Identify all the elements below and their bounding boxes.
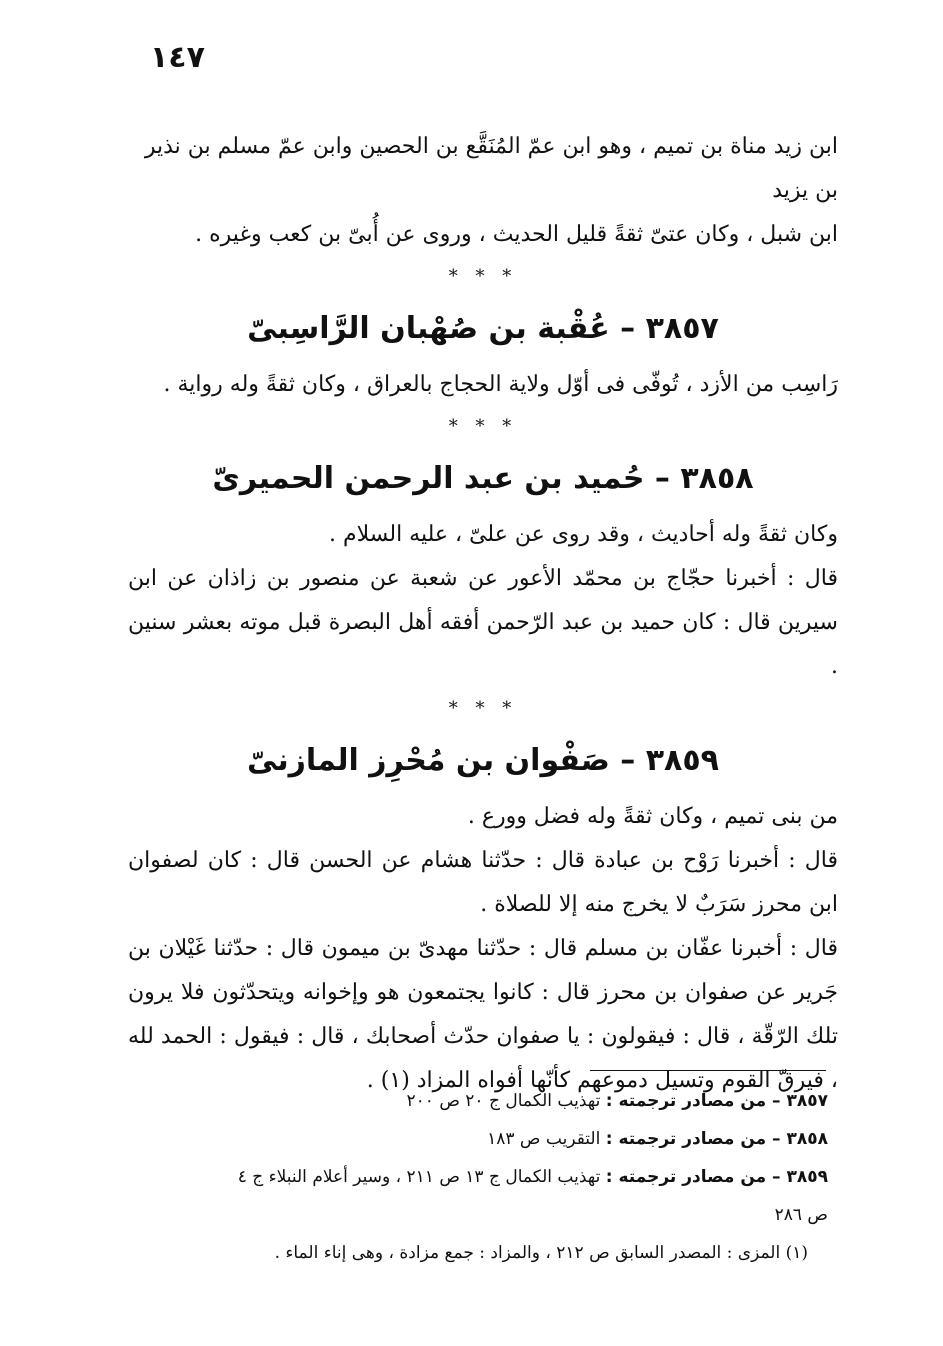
footnote-label: ٣٨٥٩ – من مصادر ترجمته : bbox=[605, 1167, 828, 1187]
section-separator: * * * bbox=[448, 698, 518, 719]
main-text bbox=[128, 125, 838, 1103]
entry-title-3857: ٣٨٥٧ – عُقْبة بن صُهْبان الرَّاسِبىّ bbox=[247, 311, 719, 346]
footnote-note: (١) المزى : المصدر السابق ص ٢١٢ ، والمزاد : جمع مزادة ، وهى إناء الماء . bbox=[274, 1243, 808, 1263]
entry-title-3859: ٣٨٥٩ – صَفْوان بن مُحْرِز المازنىّ bbox=[247, 743, 719, 778]
footnotes bbox=[128, 1082, 828, 1272]
entry-paragraph: وكان ثقةً وله أحاديث ، وقد روى عن علىّ ، عليه السلام . bbox=[329, 522, 838, 547]
intro-line: ابن شبل ، وكان عتىّ ثقةً قليل الحديث ، وروى عن أُبىّ بن كعب وغيره . bbox=[195, 222, 838, 247]
footnote-source bbox=[128, 1120, 828, 1158]
footnote-source bbox=[128, 1158, 828, 1196]
footnote-text: التقريب ص ١٨٣ bbox=[487, 1129, 601, 1149]
section-separator: * * * bbox=[448, 416, 518, 437]
entry-paragraph: رَاسِب من الأزد ، تُوفّى فى أوّل ولاية الحجاج بالعراق ، وكان ثقةً وله رواية . bbox=[163, 372, 838, 397]
entry-paragraph: قال : أخبرنا عفّان بن مسلم قال : حدّثنا مهدىّ بن ميمون قال : حدّثنا غَيْلان بن جَرير عن صفوان بن محرز قال : كانوا يجتمعون هو وإخوانه ويتحدّثون فلا يرون تلك الرّقّة ، قال : فيقولون : يا صفوان حدّث أصحابك ، قال : فيقول : الحمد لله ، فيرقّ القوم وتسيل دموعهم كأنّها أفواه المزاد (١) . bbox=[128, 936, 838, 1093]
intro-line: ابن زيد مناة بن تميم ، وهو ابن عمّ المُنَقَّع بن الحصين وابن عمّ مسلم بن نذير بن يزيد bbox=[144, 134, 838, 203]
section-separator: * * * bbox=[448, 266, 518, 287]
footnote-source bbox=[128, 1082, 828, 1120]
footnote-continuation: ص ٢٨٦ bbox=[774, 1205, 828, 1225]
footnote-divider bbox=[590, 1070, 826, 1071]
footnote-label: ٣٨٥٧ – من مصادر ترجمته : bbox=[605, 1091, 828, 1111]
entry-title-3858: ٣٨٥٨ – حُميد بن عبد الرحمن الحميرىّ bbox=[212, 461, 754, 496]
page-number: ١٤٧ bbox=[150, 40, 205, 75]
footnote-text: تهذيب الكمال ج ٢٠ ص ٢٠٠ bbox=[406, 1091, 601, 1111]
footnote-text: تهذيب الكمال ج ١٣ ص ٢١١ ، وسير أعلام النبلاء ج ٤ bbox=[237, 1167, 601, 1187]
entry-paragraph: قال : أخبرنا رَوْح بن عبادة قال : حدّثنا هشام عن الحسن قال : كان لصفوان ابن محرز سَرَبٌ لا يخرج منه إلا للصلاة . bbox=[128, 848, 838, 917]
entry-paragraph: من بنى تميم ، وكان ثقةً وله فضل وورع . bbox=[467, 804, 838, 829]
entry-paragraph: قال : أخبرنا حجّاج بن محمّد الأعور عن شعبة عن منصور بن زاذان عن ابن سيرين قال : كان حميد بن عبد الرّحمن أفقه أهل البصرة قبل موته بعشر سنين . bbox=[128, 566, 838, 679]
footnote-label: ٣٨٥٨ – من مصادر ترجمته : bbox=[605, 1129, 828, 1149]
